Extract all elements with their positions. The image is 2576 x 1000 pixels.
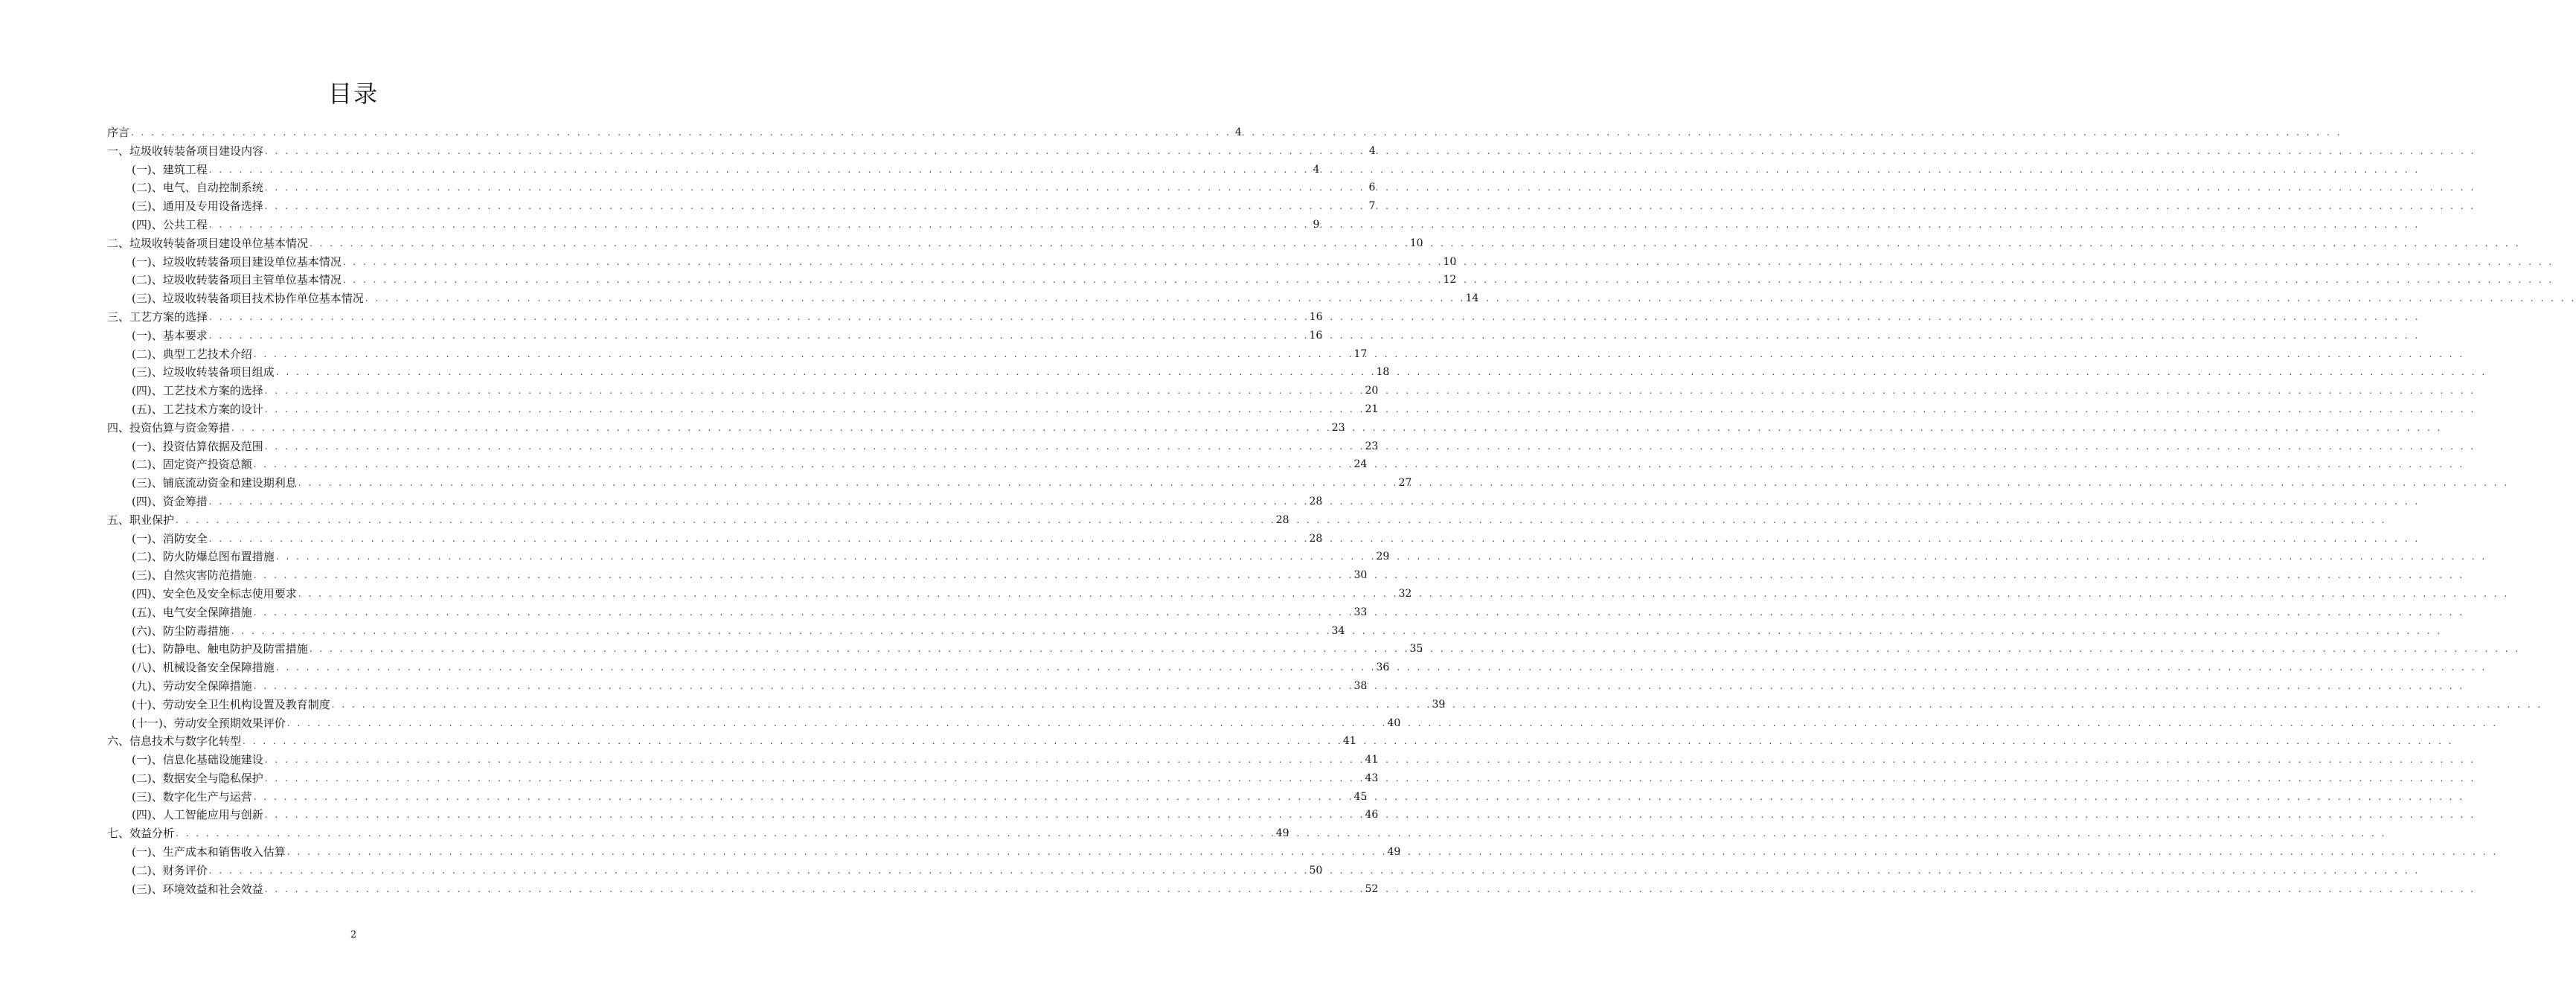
toc-entry-page: 34: [1331, 624, 1345, 637]
toc-entry-page: 23: [1331, 421, 1345, 434]
toc-leader-dots: . . . . . . . . . . . . . . . . . . . . . . . . . . . . . . . . . . . . . . . . . . . . . . . . . . . . . . . . . . . . . . . . . . . . . . . . . . . . . . . . . . . . . . . . . . . . . . . . . . . . . . . . . . . . .: [176, 828, 1276, 839]
toc-entry-label: (二)、数据安全与隐私保护: [132, 771, 263, 785]
toc-entry-page: 10: [1443, 255, 1457, 268]
toc-entry[interactable]: [0, 880, 2476, 899]
toc-leader-dots: . . . . . . . . . . . . . . . . . . . . . . . . . . . . . . . . . . . . . . . . . . . . . . . . . . . . . . . . . . . . . . . . . . . . . . . . . . . . . . . . . . . . . . . . . . . . . . . . . . . . . . . . . . . . .: [342, 256, 1444, 267]
toc-entry-page: 24: [1353, 458, 1368, 471]
toc-leader-dots: . . . . . . . . . . . . . . . . . . . . . . . . . . . . . . . . . . . . . . . . . . . . . . . . . . . . . . . . . . . . . . . . . . . . . . . . . . . . . . . . . . . . . . . . . . . . . . . . . . . . . . . . . . . . .: [208, 533, 1310, 544]
toc-entry-label: (五)、工艺技术方案的设计: [132, 402, 263, 416]
toc-entry-page: 41: [1342, 735, 1356, 748]
toc-entry-label: (一)、信息化基础设施建设: [132, 753, 263, 767]
toc-leader-dots: . . . . . . . . . . . . . . . . . . . . . . . . . . . . . . . . . . . . . . . . . . . . . . . . . . . . . . . . . . . . . . . . . . . . . . . . . . . . . . . . . . . . . . . . . . . . . . . . . . . . . . . . . . . . .: [286, 847, 1388, 858]
toc-leader-dots: . . . . . . . . . . . . . . . . . . . . . . . . . . . . . . . . . . . . . . . . . . . . . . . . . . . . . . . . . . . . . . . . . . . . . . . . . . . . . . . . . . . . . . . . . . . . . . . . . . . . . . . . . . . . .: [1397, 717, 2499, 728]
toc-entry[interactable]: [0, 400, 2476, 419]
toc-entry-page: 45: [1353, 790, 1368, 803]
toc-entry-page: 32: [1398, 587, 1412, 600]
toc-entry-label: (三)、铺底流动资金和建设期利息: [132, 476, 297, 490]
toc-leader-dots: . . . . . . . . . . . . . . . . . . . . . . . . . . . . . . . . . . . . . . . . . . . . . . . . . . . . . . . . . . . . . . . . . . . . . . . . . . . . . . . . . . . . . . . . . . . . . . . . . . . . . . . . . . . . .: [1364, 570, 2465, 581]
toc-entry-label: (一)、生产成本和销售收入估算: [132, 845, 286, 859]
toc-leader-dots: . . . . . . . . . . . . . . . . . . . . . . . . . . . . . . . . . . . . . . . . . . . . . . . . . . . . . . . . . . . . . . . . . . . . . . . . . . . . . . . . . . . . . . . . . . . . . . . . . . . . . . . . . . . . .: [265, 145, 1365, 156]
toc-leader-dots: . . . . . . . . . . . . . . . . . . . . . . . . . . . . . . . . . . . . . . . . . . . . . . . . . . . . . . . . . . . . . . . . . . . . . . . . . . . . . . . . . . . . . . . . . . . . . . . . . . . . . . . . . . . . .: [1364, 680, 2465, 691]
toc-leader-dots: . . . . . . . . . . . . . . . . . . . . . . . . . . . . . . . . . . . . . . . . . . . . . . . . . . . . . . . . . . . . . . . . . . . . . . . . . . . . . . . . . . . . . . . . . . . . . . . . . . . . . . . . . . . . .: [1319, 330, 2420, 341]
toc-leader-dots: . . . . . . . . . . . . . . . . . . . . . . . . . . . . . . . . . . . . . . . . . . . . . . . . . . . . . . . . . . . . . . . . . . . . . . . . . . . . . . . . . . . . . . . . . . . . . . . . . . . . . . . . . . . . .: [253, 680, 1354, 691]
toc-leader-dots: . . . . . . . . . . . . . . . . . . . . . . . . . . . . . . . . . . . . . . . . . . . . . . . . . . . . . . . . . . . . . . . . . . . . . . . . . . . . . . . . . . . . . . . . . . . . . . . . . . . . . . . . . . . . .: [209, 311, 1310, 322]
toc-leader-dots: . . . . . . . . . . . . . . . . . . . . . . . . . . . . . . . . . . . . . . . . . . . . . . . . . . . . . . . . . . . . . . . . . . . . . . . . . . . . . . . . . . . . . . . . . . . . . . . . . . . . . . . . . . . . .: [275, 551, 1377, 562]
toc-leader-dots: . . . . . . . . . . . . . . . . . . . . . . . . . . . . . . . . . . . . . . . . . . . . . . . . . . . . . . . . . . . . . . . . . . . . . . . . . . . . . . . . . . . . . . . . . . . . . . . . . . . . . . . . . . . . .: [1364, 606, 2465, 618]
toc-entry-page: 27: [1398, 477, 1412, 490]
toc-entry[interactable]: [0, 530, 2420, 548]
toc-leader-dots: . . . . . . . . . . . . . . . . . . . . . . . . . . . . . . . . . . . . . . . . . . . . . . . . . . . . . . . . . . . . . . . . . . . . . . . . . . . . . . . . . . . . . . . . . . . . . . . . . . . . . . . . . . . . .: [131, 127, 1231, 138]
toc-entry-label: (四)、安全色及安全标志使用要求: [132, 586, 297, 600]
toc-entry-page: 52: [1365, 882, 1379, 895]
toc-entry[interactable]: [0, 585, 2510, 603]
toc-entry-label: 三、工艺方案的选择: [107, 310, 208, 324]
toc-entry[interactable]: [0, 382, 2476, 400]
toc-leader-dots: . . . . . . . . . . . . . . . . . . . . . . . . . . . . . . . . . . . . . . . . . . . . . . . . . . . . . . . . . . . . . . . . . . . . . . . . . . . . . . . . . . . . . . . . . . . . . . . . . . . . . . . . . . . . .: [1375, 440, 2476, 452]
toc-entry[interactable]: [0, 696, 2543, 714]
toc-entry-page: 4: [1313, 163, 1320, 176]
toc-entry-label: (四)、公共工程: [132, 217, 208, 231]
toc-leader-dots: . . . . . . . . . . . . . . . . . . . . . . . . . . . . . . . . . . . . . . . . . . . . . . . . . . . . . . . . . . . . . . . . . . . . . . . . . . . . . . . . . . . . . . . . . . . . . . . . . . . . . . . . . . . . .: [1476, 293, 2576, 304]
toc-entry-page: 7: [1368, 200, 1376, 213]
toc-entry[interactable]: [0, 843, 2499, 862]
toc-entry-label: (八)、机械设备安全保障措施: [132, 661, 275, 675]
toc-entry-label: (一)、投资估算依据及范围: [132, 439, 263, 453]
toc-leader-dots: . . . . . . . . . . . . . . . . . . . . . . . . . . . . . . . . . . . . . . . . . . . . . . . . . . . . . . . . . . . . . . . . . . . . . . . . . . . . . . . . . . . . . . . . . . . . . . . . . . . . . . . . . . . . .: [1364, 791, 2465, 802]
toc-leader-dots: . . . . . . . . . . . . . . . . . . . . . . . . . . . . . . . . . . . . . . . . . . . . . . . . . . . . . . . . . . . . . . . . . . . . . . . . . . . . . . . . . . . . . . . . . . . . . . . . . . . . . . . . . . . . .: [1364, 348, 2465, 359]
toc-entry-label: 六、信息技术与数字化转型: [107, 734, 242, 749]
toc-entry-label: (三)、环境效益和社会效益: [132, 882, 263, 896]
toc-leader-dots: . . . . . . . . . . . . . . . . . . . . . . . . . . . . . . . . . . . . . . . . . . . . . . . . . . . . . . . . . . . . . . . . . . . . . . . . . . . . . . . . . . . . . . . . . . . . . . . . . . . . . . . . . . . . .: [1453, 275, 2554, 286]
toc-leader-dots: . . . . . . . . . . . . . . . . . . . . . . . . . . . . . . . . . . . . . . . . . . . . . . . . . . . . . . . . . . . . . . . . . . . . . . . . . . . . . . . . . . . . . . . . . . . . . . . . . . . . . . . . . . . . .: [1342, 625, 2443, 636]
toc-entry-page: 17: [1353, 347, 1368, 360]
toc-entry-page: 41: [1365, 754, 1379, 766]
toc-entry-label: (十)、劳动安全卫生机构设置及教育制度: [132, 697, 330, 711]
toc-leader-dots: . . . . . . . . . . . . . . . . . . . . . . . . . . . . . . . . . . . . . . . . . . . . . . . . . . . . . . . . . . . . . . . . . . . . . . . . . . . . . . . . . . . . . . . . . . . . . . . . . . . . . . . . . . . . .: [309, 644, 1410, 655]
toc-entry-label: (二)、防火防爆总图布置措施: [132, 550, 275, 564]
toc-entry-label: (三)、通用及专用设备选择: [132, 199, 263, 214]
toc-entry-label: (三)、垃圾收转装备项目组成: [132, 365, 275, 379]
toc-entry-label: 一、垃圾收转装备项目建设内容: [107, 144, 264, 158]
toc-leader-dots: . . . . . . . . . . . . . . . . . . . . . . . . . . . . . . . . . . . . . . . . . . . . . . . . . . . . . . . . . . . . . . . . . . . . . . . . . . . . . . . . . . . . . . . . . . . . . . . . . . . . . . . . . . . . .: [1319, 496, 2420, 507]
toc-leader-dots: . . . . . . . . . . . . . . . . . . . . . . . . . . . . . . . . . . . . . . . . . . . . . . . . . . . . . . . . . . . . . . . . . . . . . . . . . . . . . . . . . . . . . . . . . . . . . . . . . . . . . . . . . . . . .: [331, 699, 1432, 710]
toc-entry[interactable]: [0, 216, 2420, 234]
toc-leader-dots: . . . . . . . . . . . . . . . . . . . . . . . . . . . . . . . . . . . . . . . . . . . . . . . . . . . . . . . . . . . . . . . . . . . . . . . . . . . . . . . . . . . . . . . . . . . . . . . . . . . . . . . . . . . . .: [264, 883, 1365, 894]
toc-entry-page: 49: [1275, 827, 1289, 840]
toc-leader-dots: . . . . . . . . . . . . . . . . . . . . . . . . . . . . . . . . . . . . . . . . . . . . . . . . . . . . . . . . . . . . . . . . . . . . . . . . . . . . . . . . . . . . . . . . . . . . . . . . . . . . . . . . . . . . .: [1386, 551, 2487, 562]
toc-leader-dots: . . . . . . . . . . . . . . . . . . . . . . . . . . . . . . . . . . . . . . . . . . . . . . . . . . . . . . . . . . . . . . . . . . . . . . . . . . . . . . . . . . . . . . . . . . . . . . . . . . . . . . . . . . . . .: [298, 588, 1399, 599]
toc-leader-dots: . . . . . . . . . . . . . . . . . . . . . . . . . . . . . . . . . . . . . . . . . . . . . . . . . . . . . . . . . . . . . . . . . . . . . . . . . . . . . . . . . . . . . . . . . . . . . . . . . . . . . . . . . . . . .: [264, 201, 1365, 212]
toc-leader-dots: . . . . . . . . . . . . . . . . . . . . . . . . . . . . . . . . . . . . . . . . . . . . . . . . . . . . . . . . . . . . . . . . . . . . . . . . . . . . . . . . . . . . . . . . . . . . . . . . . . . . . . . . . . . . .: [310, 237, 1410, 249]
toc-leader-dots: . . . . . . . . . . . . . . . . . . . . . . . . . . . . . . . . . . . . . . . . . . . . . . . . . . . . . . . . . . . . . . . . . . . . . . . . . . . . . . . . . . . . . . . . . . . . . . . . . . . . . . . . . . . . .: [286, 717, 1388, 728]
toc-entry[interactable]: [0, 345, 2465, 364]
toc-entry[interactable]: [0, 511, 2387, 530]
toc-entry-page: 43: [1365, 772, 1379, 784]
toc-entry-page: 9: [1313, 218, 1320, 231]
toc-entry[interactable]: [0, 677, 2465, 696]
toc-leader-dots: . . . . . . . . . . . . . . . . . . . . . . . . . . . . . . . . . . . . . . . . . . . . . . . . . . . . . . . . . . . . . . . . . . . . . . . . . . . . . . . . . . . . . . . . . . . . . . . . . . . . . . . . . . . . .: [264, 182, 1365, 193]
toc-entry-label: (一)、消防安全: [132, 531, 208, 545]
toc-entry-page: 39: [1432, 698, 1446, 711]
toc-entry-label: (四)、资金筹措: [132, 494, 208, 508]
toc-entry-page: 20: [1365, 385, 1379, 397]
toc-leader-dots: . . . . . . . . . . . . . . . . . . . . . . . . . . . . . . . . . . . . . . . . . . . . . . . . . . . . . . . . . . . . . . . . . . . . . . . . . . . . . . . . . . . . . . . . . . . . . . . . . . . . . . . . . . . . .: [275, 367, 1377, 378]
page-title: 目录: [327, 80, 379, 108]
toc-leader-dots: . . . . . . . . . . . . . . . . . . . . . . . . . . . . . . . . . . . . . . . . . . . . . . . . . . . . . . . . . . . . . . . . . . . . . . . . . . . . . . . . . . . . . . . . . . . . . . . . . . . . . . . . . . . . .: [264, 385, 1365, 397]
toc-leader-dots: . . . . . . . . . . . . . . . . . . . . . . . . . . . . . . . . . . . . . . . . . . . . . . . . . . . . . . . . . . . . . . . . . . . . . . . . . . . . . . . . . . . . . . . . . . . . . . . . . . . . . . . . . . . . .: [1409, 478, 2510, 489]
toc-entry-label: (九)、劳动安全保障措施: [132, 679, 252, 693]
toc-entry-page: 14: [1465, 292, 1479, 305]
toc-entry-label: 七、效益分析: [107, 827, 175, 841]
toc-entry[interactable]: [0, 289, 2576, 308]
toc-entry-page: 12: [1443, 274, 1457, 286]
toc-leader-dots: . . . . . . . . . . . . . . . . . . . . . . . . . . . . . . . . . . . . . . . . . . . . . . . . . . . . . . . . . . . . . . . . . . . . . . . . . . . . . . . . . . . . . . . . . . . . . . . . . . . . . . . . . . . . .: [264, 440, 1365, 452]
toc-leader-dots: . . . . . . . . . . . . . . . . . . . . . . . . . . . . . . . . . . . . . . . . . . . . . . . . . . . . . . . . . . . . . . . . . . . . . . . . . . . . . . . . . . . . . . . . . . . . . . . . . . . . . . . . . . . . .: [253, 791, 1354, 802]
toc-leader-dots: . . . . . . . . . . . . . . . . . . . . . . . . . . . . . . . . . . . . . . . . . . . . . . . . . . . . . . . . . . . . . . . . . . . . . . . . . . . . . . . . . . . . . . . . . . . . . . . . . . . . . . . . . . . . .: [1364, 459, 2465, 470]
toc-leader-dots: . . . . . . . . . . . . . . . . . . . . . . . . . . . . . . . . . . . . . . . . . . . . . . . . . . . . . . . . . . . . . . . . . . . . . . . . . . . . . . . . . . . . . . . . . . . . . . . . . . . . . . . . . . . . .: [1375, 810, 2476, 821]
toc-leader-dots: . . . . . . . . . . . . . . . . . . . . . . . . . . . . . . . . . . . . . . . . . . . . . . . . . . . . . . . . . . . . . . . . . . . . . . . . . . . . . . . . . . . . . . . . . . . . . . . . . . . . . . . . . . . . .: [1286, 514, 2387, 525]
toc-entry[interactable]: [0, 438, 2476, 456]
toc-entry[interactable]: [0, 327, 2420, 345]
toc-leader-dots: . . . . . . . . . . . . . . . . . . . . . . . . . . . . . . . . . . . . . . . . . . . . . . . . . . . . . . . . . . . . . . . . . . . . . . . . . . . . . . . . . . . . . . . . . . . . . . . . . . . . . . . . . . . . .: [231, 422, 1332, 433]
toc-entry-label: (三)、自然灾害防范措施: [132, 568, 252, 583]
toc-entry-page: 16: [1309, 310, 1323, 323]
toc-entry-page: 33: [1353, 606, 1368, 618]
toc-leader-dots: . . . . . . . . . . . . . . . . . . . . . . . . . . . . . . . . . . . . . . . . . . . . . . . . . . . . . . . . . . . . . . . . . . . . . . . . . . . . . . . . . . . . . . . . . . . . . . . . . . . . . . . . . . . . .: [208, 496, 1310, 507]
toc-entry-label: (一)、基本要求: [132, 328, 208, 342]
toc-leader-dots: . . . . . . . . . . . . . . . . . . . . . . . . . . . . . . . . . . . . . . . . . . . . . . . . . . . . . . . . . . . . . . . . . . . . . . . . . . . . . . . . . . . . . . . . . . . . . . . . . . . . . . . . . . . . .: [1286, 828, 2387, 839]
toc-leader-dots: . . . . . . . . . . . . . . . . . . . . . . . . . . . . . . . . . . . . . . . . . . . . . . . . . . . . . . . . . . . . . . . . . . . . . . . . . . . . . . . . . . . . . . . . . . . . . . . . . . . . . . . . . . . . .: [1353, 736, 2454, 747]
toc-leader-dots: . . . . . . . . . . . . . . . . . . . . . . . . . . . . . . . . . . . . . . . . . . . . . . . . . . . . . . . . . . . . . . . . . . . . . . . . . . . . . . . . . . . . . . . . . . . . . . . . . . . . . . . . . . . . .: [298, 478, 1399, 489]
toc-leader-dots: . . . . . . . . . . . . . . . . . . . . . . . . . . . . . . . . . . . . . . . . . . . . . . . . . . . . . . . . . . . . . . . . . . . . . . . . . . . . . . . . . . . . . . . . . . . . . . . . . . . . . . . . . . . . .: [1319, 219, 2420, 230]
toc-leader-dots: . . . . . . . . . . . . . . . . . . . . . . . . . . . . . . . . . . . . . . . . . . . . . . . . . . . . . . . . . . . . . . . . . . . . . . . . . . . . . . . . . . . . . . . . . . . . . . . . . . . . . . . . . . . . .: [1375, 145, 2476, 156]
toc-entry[interactable]: [0, 142, 2476, 161]
toc-entry[interactable]: [0, 769, 2476, 788]
toc-leader-dots: . . . . . . . . . . . . . . . . . . . . . . . . . . . . . . . . . . . . . . . . . . . . . . . . . . . . . . . . . . . . . . . . . . . . . . . . . . . . . . . . . . . . . . . . . . . . . . . . . . . . . . . . . . . . .: [231, 625, 1332, 636]
toc-entry[interactable]: [0, 714, 2499, 733]
toc-leader-dots: . . . . . . . . . . . . . . . . . . . . . . . . . . . . . . . . . . . . . . . . . . . . . . . . . . . . . . . . . . . . . . . . . . . . . . . . . . . . . . . . . . . . . . . . . . . . . . . . . . . . . . . . . . . . .: [1442, 699, 2543, 710]
toc-leader-dots: . . . . . . . . . . . . . . . . . . . . . . . . . . . . . . . . . . . . . . . . . . . . . . . . . . . . . . . . . . . . . . . . . . . . . . . . . . . . . . . . . . . . . . . . . . . . . . . . . . . . . . . . . . . . .: [253, 348, 1354, 359]
toc-entry-page: 36: [1376, 661, 1390, 674]
toc-leader-dots: . . . . . . . . . . . . . . . . . . . . . . . . . . . . . . . . . . . . . . . . . . . . . . . . . . . . . . . . . . . . . . . . . . . . . . . . . . . . . . . . . . . . . . . . . . . . . . . . . . . . . . . . . . . . .: [264, 754, 1365, 766]
toc-leader-dots: . . . . . . . . . . . . . . . . . . . . . . . . . . . . . . . . . . . . . . . . . . . . . . . . . . . . . . . . . . . . . . . . . . . . . . . . . . . . . . . . . . . . . . . . . . . . . . . . . . . . . . . . . . . . .: [1386, 367, 2487, 378]
toc-leader-dots: . . . . . . . . . . . . . . . . . . . . . . . . . . . . . . . . . . . . . . . . . . . . . . . . . . . . . . . . . . . . . . . . . . . . . . . . . . . . . . . . . . . . . . . . . . . . . . . . . . . . . . . . . . . . .: [1319, 865, 2420, 876]
toc-entry-page: 35: [1409, 643, 1423, 656]
toc-leader-dots: . . . . . . . . . . . . . . . . . . . . . . . . . . . . . . . . . . . . . . . . . . . . . . . . . . . . . . . . . . . . . . . . . . . . . . . . . . . . . . . . . . . . . . . . . . . . . . . . . . . . . . . . . . . . .: [1375, 883, 2476, 894]
toc-entry[interactable]: [0, 788, 2465, 807]
toc-entry-label: (四)、工艺技术方案的选择: [132, 384, 263, 398]
toc-leader-dots: . . . . . . . . . . . . . . . . . . . . . . . . . . . . . . . . . . . . . . . . . . . . . . . . . . . . . . . . . . . . . . . . . . . . . . . . . . . . . . . . . . . . . . . . . . . . . . . . . . . . . . . . . . . . .: [1386, 662, 2487, 673]
toc-entry-page: 6: [1368, 182, 1376, 194]
toc-entry-label: 五、职业保护: [107, 513, 175, 527]
toc-entry-label: (五)、电气安全保障措施: [132, 605, 252, 619]
toc-entry[interactable]: [0, 751, 2476, 769]
toc-entry-page: 4: [1368, 144, 1376, 157]
toc-entry[interactable]: [0, 548, 2487, 566]
toc-leader-dots: . . . . . . . . . . . . . . . . . . . . . . . . . . . . . . . . . . . . . . . . . . . . . . . . . . . . . . . . . . . . . . . . . . . . . . . . . . . . . . . . . . . . . . . . . . . . . . . . . . . . . . . . . . . . .: [365, 293, 1466, 304]
toc-leader-dots: . . . . . . . . . . . . . . . . . . . . . . . . . . . . . . . . . . . . . . . . . . . . . . . . . . . . . . . . . . . . . . . . . . . . . . . . . . . . . . . . . . . . . . . . . . . . . . . . . . . . . . . . . . . . .: [243, 736, 1343, 747]
toc-leader-dots: . . . . . . . . . . . . . . . . . . . . . . . . . . . . . . . . . . . . . . . . . . . . . . . . . . . . . . . . . . . . . . . . . . . . . . . . . . . . . . . . . . . . . . . . . . . . . . . . . . . . . . . . . . . . .: [264, 403, 1365, 414]
toc-entry-label: (六)、防尘防毒措施: [132, 624, 230, 638]
toc-leader-dots: . . . . . . . . . . . . . . . . . . . . . . . . . . . . . . . . . . . . . . . . . . . . . . . . . . . . . . . . . . . . . . . . . . . . . . . . . . . . . . . . . . . . . . . . . . . . . . . . . . . . . . . . . . . . .: [208, 865, 1310, 876]
toc-leader-dots: . . . . . . . . . . . . . . . . . . . . . . . . . . . . . . . . . . . . . . . . . . . . . . . . . . . . . . . . . . . . . . . . . . . . . . . . . . . . . . . . . . . . . . . . . . . . . . . . . . . . . . . . . . . . .: [253, 459, 1354, 470]
toc-entry[interactable]: [0, 161, 2420, 179]
toc-leader-dots: . . . . . . . . . . . . . . . . . . . . . . . . . . . . . . . . . . . . . . . . . . . . . . . . . . . . . . . . . . . . . . . . . . . . . . . . . . . . . . . . . . . . . . . . . . . . . . . . . . . . . . . . . . . . .: [208, 330, 1310, 341]
page-number: 2: [350, 929, 357, 940]
toc-leader-dots: . . . . . . . . . . . . . . . . . . . . . . . . . . . . . . . . . . . . . . . . . . . . . . . . . . . . . . . . . . . . . . . . . . . . . . . . . . . . . . . . . . . . . . . . . . . . . . . . . . . . . . . . . . . . .: [1375, 385, 2476, 397]
toc-entry-label: (二)、财务评价: [132, 863, 208, 877]
toc-entry-page: 46: [1365, 809, 1379, 821]
toc-entry-page: 50: [1309, 864, 1323, 876]
toc-entry[interactable]: [0, 271, 2554, 289]
toc-entry[interactable]: [0, 124, 2342, 142]
toc-entry-page: 38: [1353, 679, 1368, 692]
toc-entry-page: 21: [1365, 403, 1379, 415]
toc-entry-page: 16: [1309, 329, 1323, 342]
toc-leader-dots: . . . . . . . . . . . . . . . . . . . . . . . . . . . . . . . . . . . . . . . . . . . . . . . . . . . . . . . . . . . . . . . . . . . . . . . . . . . . . . . . . . . . . . . . . . . . . . . . . . . . . . . . . . . . .: [264, 772, 1365, 783]
toc-leader-dots: . . . . . . . . . . . . . . . . . . . . . . . . . . . . . . . . . . . . . . . . . . . . . . . . . . . . . . . . . . . . . . . . . . . . . . . . . . . . . . . . . . . . . . . . . . . . . . . . . . . . . . . . . . . . .: [1342, 422, 2443, 433]
toc-entry-label: (二)、电气、自动控制系统: [132, 181, 263, 195]
toc-entry-page: 23: [1365, 440, 1379, 452]
toc-entry[interactable]: [0, 493, 2420, 511]
toc-leader-dots: . . . . . . . . . . . . . . . . . . . . . . . . . . . . . . . . . . . . . . . . . . . . . . . . . . . . . . . . . . . . . . . . . . . . . . . . . . . . . . . . . . . . . . . . . . . . . . . . . . . . . . . . . . . . .: [275, 662, 1377, 673]
toc-entry-label: 二、垃圾收转装备项目建设单位基本情况: [107, 236, 309, 250]
toc-leader-dots: . . . . . . . . . . . . . . . . . . . . . . . . . . . . . . . . . . . . . . . . . . . . . . . . . . . . . . . . . . . . . . . . . . . . . . . . . . . . . . . . . . . . . . . . . . . . . . . . . . . . . . . . . . . . .: [176, 514, 1276, 525]
toc-entry-page: 49: [1387, 846, 1401, 859]
toc-leader-dots: . . . . . . . . . . . . . . . . . . . . . . . . . . . . . . . . . . . . . . . . . . . . . . . . . . . . . . . . . . . . . . . . . . . . . . . . . . . . . . . . . . . . . . . . . . . . . . . . . . . . . . . . . . . . .: [1375, 201, 2476, 212]
toc-leader-dots: . . . . . . . . . . . . . . . . . . . . . . . . . . . . . . . . . . . . . . . . . . . . . . . . . . . . . . . . . . . . . . . . . . . . . . . . . . . . . . . . . . . . . . . . . . . . . . . . . . . . . . . . . . . . .: [1375, 403, 2476, 414]
toc-entry-label: 序言: [107, 126, 130, 139]
toc-entry-page: 29: [1376, 551, 1390, 563]
toc-leader-dots: . . . . . . . . . . . . . . . . . . . . . . . . . . . . . . . . . . . . . . . . . . . . . . . . . . . . . . . . . . . . . . . . . . . . . . . . . . . . . . . . . . . . . . . . . . . . . . . . . . . . . . . . . . . . .: [1409, 588, 2510, 599]
toc-leader-dots: . . . . . . . . . . . . . . . . . . . . . . . . . . . . . . . . . . . . . . . . . . . . . . . . . . . . . . . . . . . . . . . . . . . . . . . . . . . . . . . . . . . . . . . . . . . . . . . . . . . . . . . . . . . . .: [208, 219, 1310, 230]
toc-entry[interactable]: [0, 862, 2420, 880]
toc-entry-page: 30: [1353, 569, 1368, 582]
toc-entry-label: (一)、垃圾收转装备项目建设单位基本情况: [132, 254, 342, 269]
toc-entry[interactable]: [0, 179, 2476, 197]
toc-leader-dots: . . . . . . . . . . . . . . . . . . . . . . . . . . . . . . . . . . . . . . . . . . . . . . . . . . . . . . . . . . . . . . . . . . . . . . . . . . . . . . . . . . . . . . . . . . . . . . . . . . . . . . . . . . . . .: [253, 570, 1354, 581]
toc-leader-dots: . . . . . . . . . . . . . . . . . . . . . . . . . . . . . . . . . . . . . . . . . . . . . . . . . . . . . . . . . . . . . . . . . . . . . . . . . . . . . . . . . . . . . . . . . . . . . . . . . . . . . . . . . . . . .: [253, 606, 1354, 618]
toc-leader-dots: . . . . . . . . . . . . . . . . . . . . . . . . . . . . . . . . . . . . . . . . . . . . . . . . . . . . . . . . . . . . . . . . . . . . . . . . . . . . . . . . . . . . . . . . . . . . . . . . . . . . . . . . . . . . .: [1420, 644, 2521, 655]
toc-entry-label: (三)、数字化生产与运营: [132, 789, 252, 804]
toc-entry[interactable]: [0, 253, 2554, 272]
toc-entry-page: 10: [1409, 237, 1423, 249]
toc-leader-dots: . . . . . . . . . . . . . . . . . . . . . . . . . . . . . . . . . . . . . . . . . . . . . . . . . . . . . . . . . . . . . . . . . . . . . . . . . . . . . . . . . . . . . . . . . . . . . . . . . . . . . . . . . . . . .: [1420, 237, 2521, 249]
toc-entry[interactable]: [0, 732, 2454, 751]
toc-entry-page: 4: [1234, 126, 1242, 138]
toc-leader-dots: . . . . . . . . . . . . . . . . . . . . . . . . . . . . . . . . . . . . . . . . . . . . . . . . . . . . . . . . . . . . . . . . . . . . . . . . . . . . . . . . . . . . . . . . . . . . . . . . . . . . . . . . . . . . .: [342, 275, 1444, 286]
toc-entry-label: (二)、垃圾收转装备项目主管单位基本情况: [132, 273, 342, 287]
toc-leader-dots: . . . . . . . . . . . . . . . . . . . . . . . . . . . . . . . . . . . . . . . . . . . . . . . . . . . . . . . . . . . . . . . . . . . . . . . . . . . . . . . . . . . . . . . . . . . . . . . . . . . . . . . . . . . . .: [1319, 311, 2420, 322]
toc-leader-dots: . . . . . . . . . . . . . . . . . . . . . . . . . . . . . . . . . . . . . . . . . . . . . . . . . . . . . . . . . . . . . . . . . . . . . . . . . . . . . . . . . . . . . . . . . . . . . . . . . . . . . . . . . . . . .: [1375, 772, 2476, 783]
toc-leader-dots: . . . . . . . . . . . . . . . . . . . . . . . . . . . . . . . . . . . . . . . . . . . . . . . . . . . . . . . . . . . . . . . . . . . . . . . . . . . . . . . . . . . . . . . . . . . . . . . . . . . . . . . . . . . . .: [1375, 754, 2476, 766]
toc-entry[interactable]: [0, 640, 2521, 658]
toc-entry-label: (三)、垃圾收转装备项目技术协作单位基本情况: [132, 292, 364, 306]
toc-leader-dots: . . . . . . . . . . . . . . . . . . . . . . . . . . . . . . . . . . . . . . . . . . . . . . . . . . . . . . . . . . . . . . . . . . . . . . . . . . . . . . . . . . . . . . . . . . . . . . . . . . . . . . . . . . . . .: [1319, 533, 2420, 544]
toc-entry-label: (七)、防静电、触电防护及防雷措施: [132, 642, 308, 656]
toc-entry[interactable]: [0, 474, 2510, 493]
toc-entry-page: 28: [1309, 532, 1323, 545]
toc-entry[interactable]: [0, 622, 2443, 641]
toc-entry[interactable]: [0, 455, 2465, 474]
toc-entry-label: 四、投资估算与资金筹措: [107, 420, 231, 435]
toc-entry-label: (四)、人工智能应用与创新: [132, 808, 263, 822]
toc-entry[interactable]: [0, 234, 2521, 253]
toc-entry-label: (二)、典型工艺技术介绍: [132, 347, 252, 361]
toc-entry[interactable]: [0, 806, 2476, 824]
toc-entry[interactable]: [0, 658, 2487, 677]
table-of-contents: [0, 124, 2576, 898]
toc-entry[interactable]: [0, 603, 2465, 622]
toc-leader-dots: . . . . . . . . . . . . . . . . . . . . . . . . . . . . . . . . . . . . . . . . . . . . . . . . . . . . . . . . . . . . . . . . . . . . . . . . . . . . . . . . . . . . . . . . . . . . . . . . . . . . . . . . . . . . .: [1241, 127, 2342, 138]
toc-leader-dots: . . . . . . . . . . . . . . . . . . . . . . . . . . . . . . . . . . . . . . . . . . . . . . . . . . . . . . . . . . . . . . . . . . . . . . . . . . . . . . . . . . . . . . . . . . . . . . . . . . . . . . . . . . . . .: [1453, 256, 2554, 267]
toc-entry[interactable]: [0, 824, 2387, 843]
toc-entry-page: 28: [1275, 513, 1289, 526]
toc-entry-label: (一)、建筑工程: [132, 162, 208, 176]
toc-entry[interactable]: [0, 566, 2465, 585]
toc-entry-page: 40: [1387, 717, 1401, 729]
toc-leader-dots: . . . . . . . . . . . . . . . . . . . . . . . . . . . . . . . . . . . . . . . . . . . . . . . . . . . . . . . . . . . . . . . . . . . . . . . . . . . . . . . . . . . . . . . . . . . . . . . . . . . . . . . . . . . . .: [208, 164, 1310, 175]
toc-entry[interactable]: [0, 419, 2443, 438]
toc-entry[interactable]: [0, 197, 2476, 216]
toc-entry-label: (十一)、劳动安全预期效果评价: [132, 716, 286, 730]
toc-entry[interactable]: [0, 308, 2420, 327]
toc-leader-dots: . . . . . . . . . . . . . . . . . . . . . . . . . . . . . . . . . . . . . . . . . . . . . . . . . . . . . . . . . . . . . . . . . . . . . . . . . . . . . . . . . . . . . . . . . . . . . . . . . . . . . . . . . . . . .: [1397, 847, 2499, 858]
toc-entry-label: (二)、固定资产投资总额: [132, 458, 252, 472]
toc-leader-dots: . . . . . . . . . . . . . . . . . . . . . . . . . . . . . . . . . . . . . . . . . . . . . . . . . . . . . . . . . . . . . . . . . . . . . . . . . . . . . . . . . . . . . . . . . . . . . . . . . . . . . . . . . . . . .: [1319, 164, 2420, 175]
toc-entry[interactable]: [0, 363, 2487, 382]
toc-leader-dots: . . . . . . . . . . . . . . . . . . . . . . . . . . . . . . . . . . . . . . . . . . . . . . . . . . . . . . . . . . . . . . . . . . . . . . . . . . . . . . . . . . . . . . . . . . . . . . . . . . . . . . . . . . . . .: [264, 810, 1365, 821]
toc-leader-dots: . . . . . . . . . . . . . . . . . . . . . . . . . . . . . . . . . . . . . . . . . . . . . . . . . . . . . . . . . . . . . . . . . . . . . . . . . . . . . . . . . . . . . . . . . . . . . . . . . . . . . . . . . . . . .: [1375, 182, 2476, 193]
toc-entry-page: 18: [1376, 366, 1390, 379]
toc-entry-page: 28: [1309, 495, 1323, 507]
